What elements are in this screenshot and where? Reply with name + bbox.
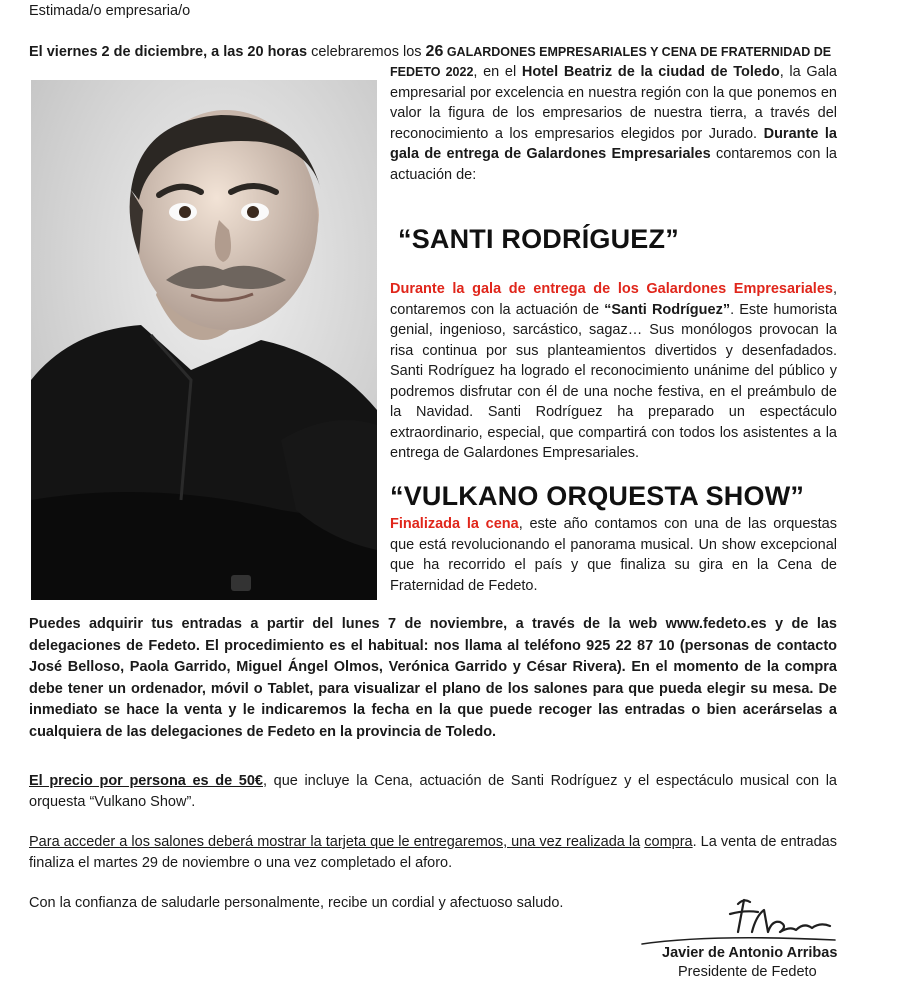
greeting: Estimada/o empresaria/o bbox=[29, 3, 191, 19]
vulkano-text: , este año contamos con una de las orquestas que está revolucionando el panorama musical. Un show excepcional que ha recorrido el país y que finaliza su gira en la Cena de Fraternidad de Fedeto. bbox=[390, 516, 837, 594]
vulkano-red-phrase: Finalizada la cena bbox=[390, 516, 519, 532]
closing-line: Con la confianza de saludarle personalmente, recibe un cordial y afectuoso saludo. bbox=[29, 895, 564, 911]
santi-text-2: . Este humorista genial, ingenioso, sarcástico, sagaz… Sus monólogos provocan la risa continua por sus planteamientos divertidos y desenfadados. Santi Rodríguez ha logrado el reconocimiento unánime del público y podremos disfrutar con él de una noche festiva, en el preámbulo de la Navidad. Santi Rodríguez ha preparado un espectáculo extraordinario, especial, que compartirá con todos los asistentes a la entrega de Galardones Empresariales. bbox=[390, 301, 838, 461]
event-name-2: FEDETO 2022 bbox=[390, 65, 474, 79]
signature-name: Javier de Antonio Arribas bbox=[662, 945, 838, 961]
intro-text-4: contaremos con la actuación de: bbox=[390, 146, 837, 183]
price-paragraph bbox=[29, 771, 837, 812]
tickets-paragraph: Puedes adquirir tus entradas a partir del lunes 7 de noviembre, a través de la web www.fedeto.es y de las delegaciones de Fedeto. El procedimiento es el habitual: nos llama al teléfono 925 22 87 10 (personas de contacto José Belloso, Paola Garrido, Miguel Ángel Olmos, Verónica Garrido y César Rivera). En el momento de la compra debe tener un ordenador, móvil o Tablet, para visualizar el plano de los salones para que pueda elegir su mesa. De inmediato se hace la venta y le indicaremos la fecha en la que puede recoger las entradas o bien acerárselas a cualquiera de las delegaciones de Fedeto en la provincia de Toledo. bbox=[29, 616, 837, 740]
vulkano-paragraph bbox=[390, 514, 837, 596]
vulkano-heading: “VULKANO ORQUESTA SHOW” bbox=[390, 481, 805, 511]
intro-line-1 bbox=[29, 42, 837, 63]
gala-phrase: Durante la gala de entrega de Galardones Empresariales bbox=[390, 125, 837, 162]
intro-paragraph bbox=[390, 62, 837, 185]
santi-red-phrase: Durante la gala de entrega de los Galardones Empresariales bbox=[390, 281, 833, 297]
intro-text-3: , la Gala empresarial por excelencia en nuestra región con la que ponemos en valor la figura de los empresarios de nuestra tierra, a través del reconocimiento a los empresarios elegidos por Jurado. bbox=[390, 64, 837, 142]
intro-text-2: , en el bbox=[473, 64, 522, 80]
santi-heading: “SANTI RODRÍGUEZ” bbox=[398, 224, 679, 254]
access-underlined-1: Para acceder a los salones deberá mostrar la tarjeta que le entregaremos, una vez realizada la bbox=[29, 834, 641, 850]
santi-paragraph bbox=[390, 279, 837, 464]
signature-title: Presidente de Fedeto bbox=[678, 964, 817, 980]
hotel-name: Hotel Beatriz de la ciudad de Toledo bbox=[521, 64, 780, 80]
access-text: . La venta de entradas finaliza el martes 29 de noviembre o una vez completado el aforo. bbox=[29, 834, 837, 871]
santi-name: “Santi Rodríguez” bbox=[604, 301, 731, 318]
event-name-1: GALARDONES EMPRESARIALES Y CENA DE FRATERNIDAD DE bbox=[443, 45, 832, 59]
price-highlight: El precio por persona es de 50€ bbox=[29, 773, 263, 789]
santi-text-1: , contaremos con la actuación de bbox=[390, 281, 837, 318]
price-text: , que incluye la Cena, actuación de Santi Rodríguez y el espectáculo musical con la orquesta “Vulkano Show”. bbox=[29, 773, 837, 810]
edition-number: 26 bbox=[425, 43, 444, 60]
handwritten-signature bbox=[630, 892, 845, 952]
portrait-illustration bbox=[31, 80, 377, 600]
access-underlined-2: compra bbox=[644, 834, 693, 850]
intro-text-1: celebraremos los bbox=[307, 44, 426, 60]
santi-rodriguez-photo bbox=[31, 80, 377, 600]
access-paragraph bbox=[29, 832, 837, 873]
intro-date: El viernes 2 de diciembre, a las 20 horas bbox=[29, 44, 308, 60]
